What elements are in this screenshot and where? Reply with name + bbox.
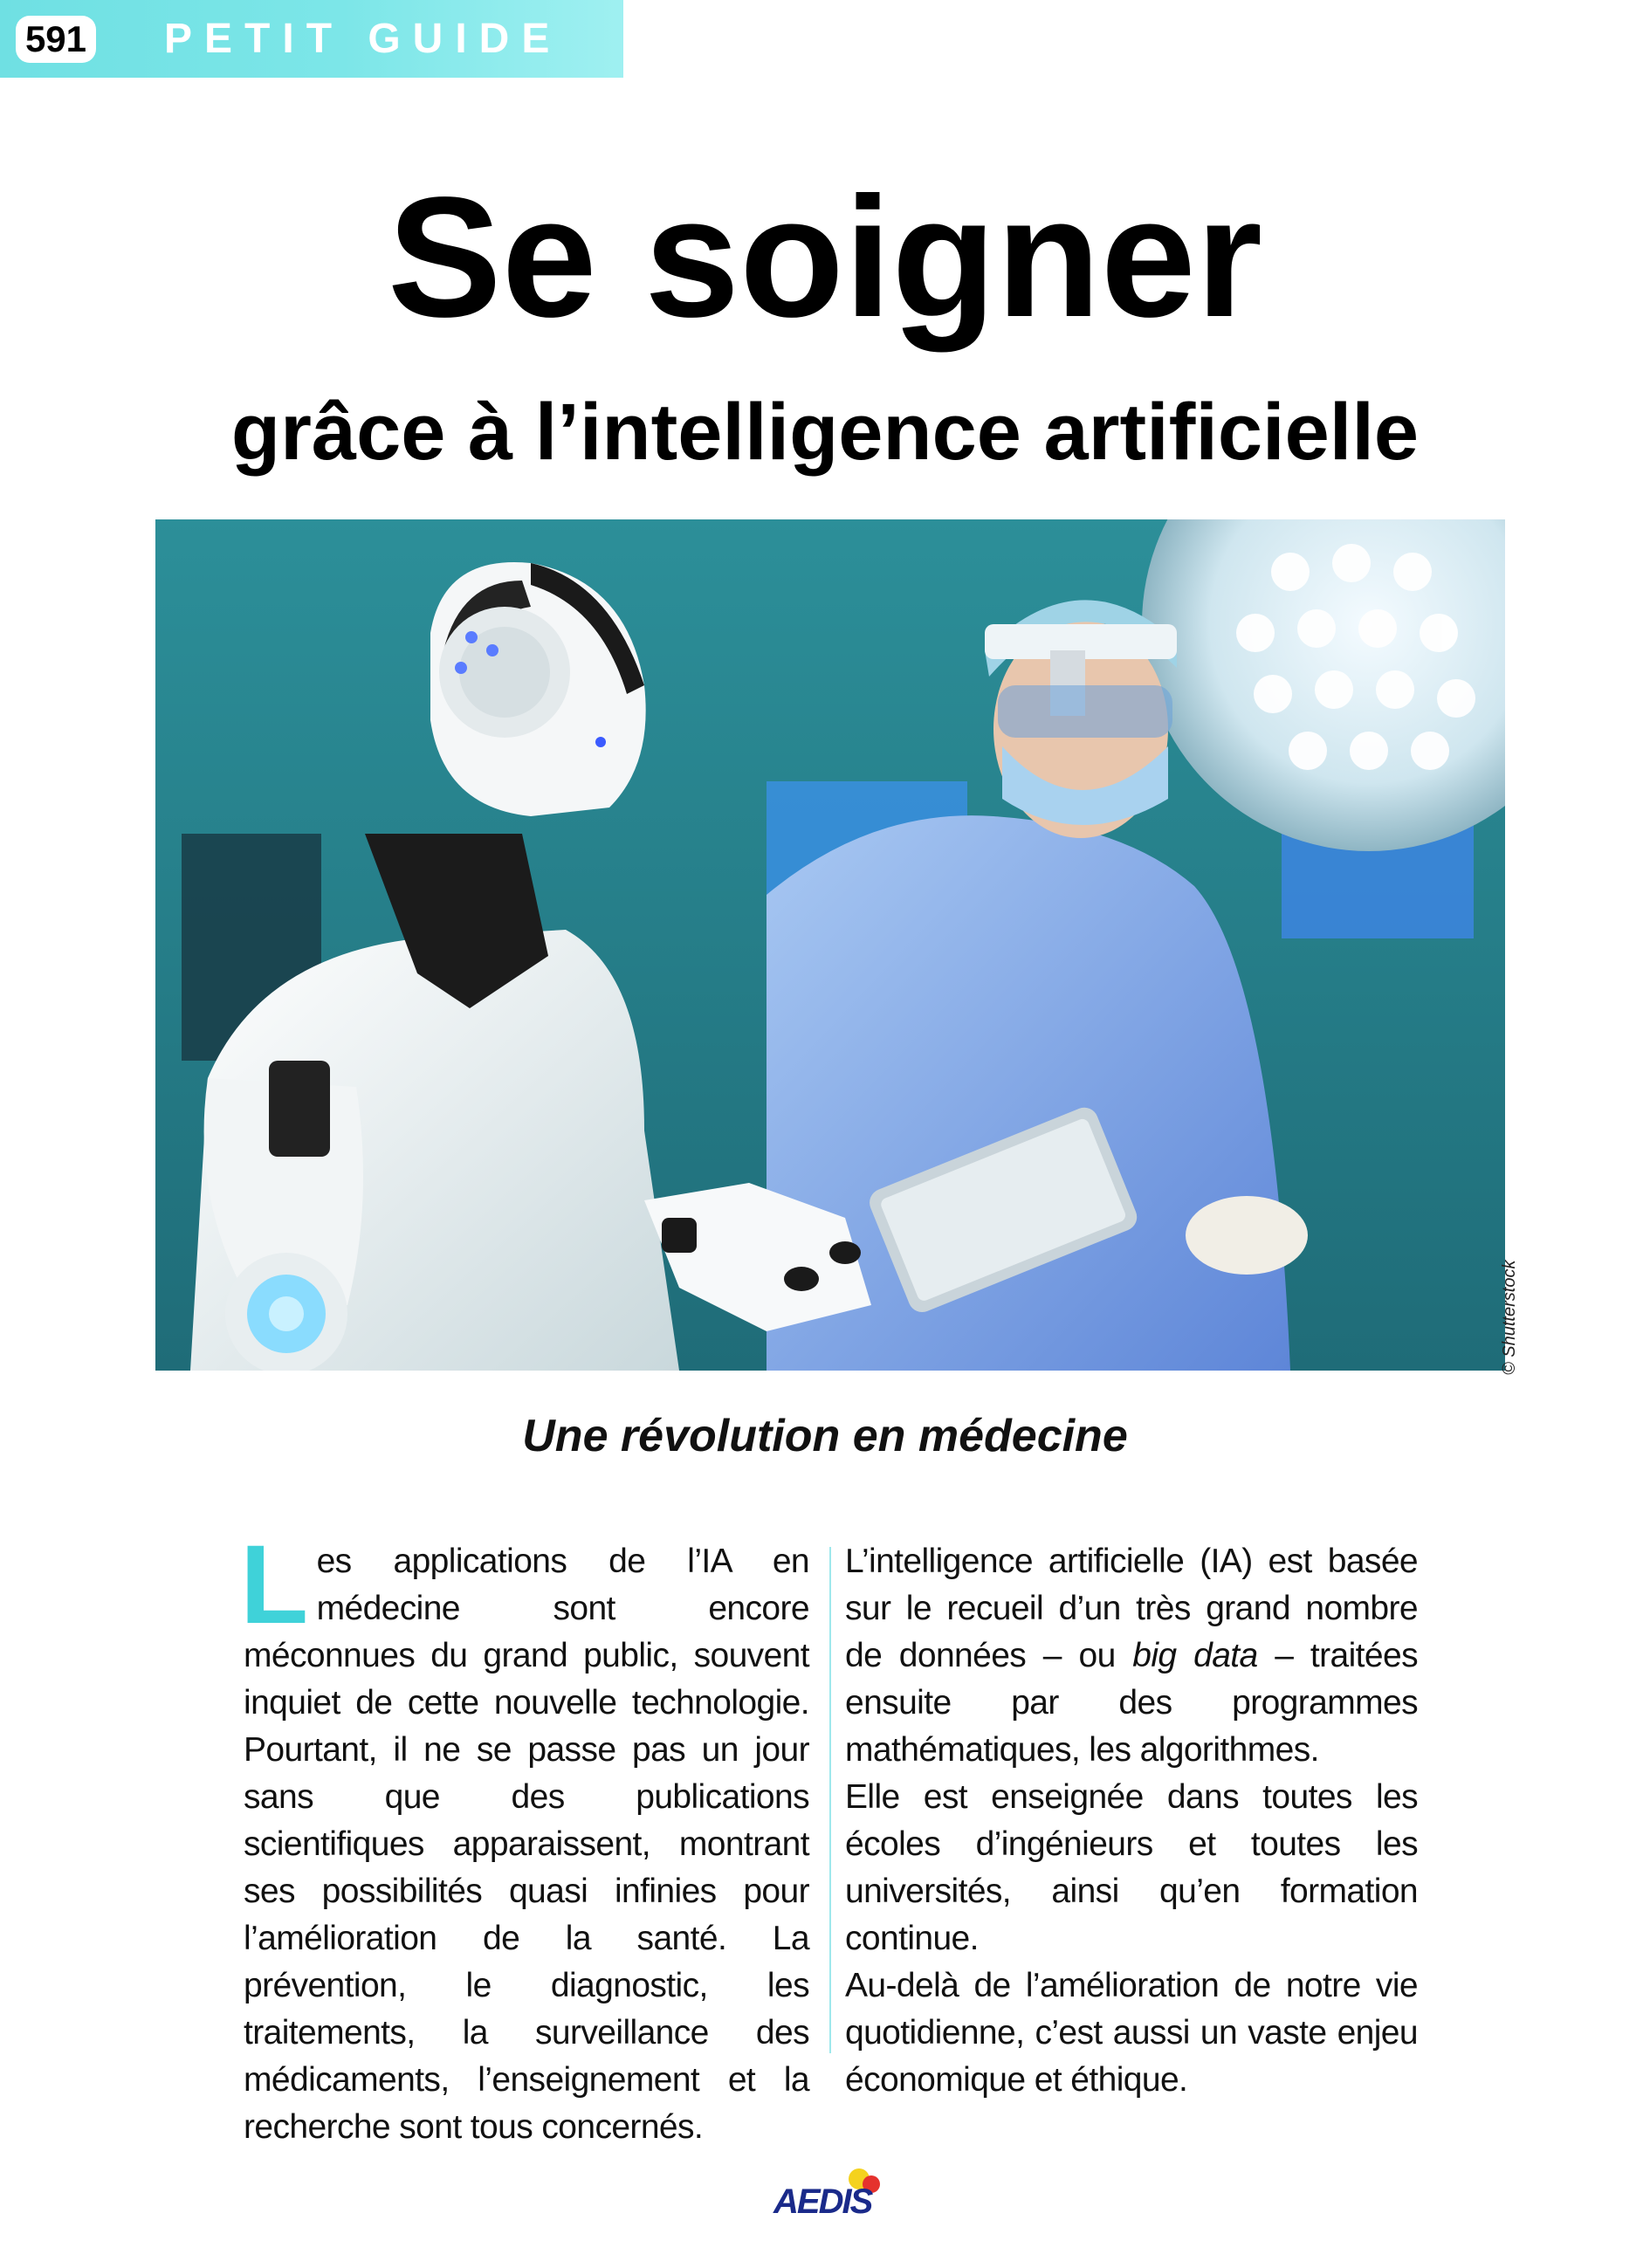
column-divider bbox=[829, 1547, 831, 2053]
page-subtitle: grâce à l’intelligence artificielle bbox=[230, 388, 1420, 477]
publisher-logo bbox=[768, 2165, 890, 2226]
paragraph-teaching: Elle est enseignée dans toutes les écoles d’ingénieurs et toutes les universités, ainsi qu’en formation continue. bbox=[845, 1778, 1418, 1957]
publisher-logo-text: AEDIS bbox=[773, 2182, 872, 2221]
paragraph-stakes: Au-delà de l’amélioration de notre vie quotidienne, c’est aussi un vaste enjeu économique et éthique. bbox=[845, 1967, 1418, 2099]
drop-cap: L bbox=[240, 1522, 308, 1647]
robot-and-surgeon-illustration bbox=[155, 519, 1505, 1371]
paragraph-definition-end: – traitées ensuite par des programmes mathématiques, les algorithmes. bbox=[845, 1637, 1418, 1769]
intro-paragraph bbox=[240, 1522, 809, 2151]
header-band bbox=[0, 0, 623, 78]
photo-caption: Une révolution en médecine bbox=[522, 1411, 1128, 1461]
body-column-left bbox=[240, 1522, 809, 2151]
paragraph-definition-start: L’intelligence artificielle (IA) est basée sur le recueil d’un très grand nombre de données – ou bbox=[845, 1543, 1418, 1674]
page-title: Se soigner bbox=[387, 162, 1263, 353]
body-column-right bbox=[845, 1538, 1418, 2104]
photo-credit-text: © Shutterstock bbox=[1500, 1260, 1519, 1375]
series-label: PETIT GUIDE bbox=[164, 16, 562, 62]
paragraph-definition bbox=[845, 1538, 1418, 1774]
big-data-term: big data bbox=[1132, 1637, 1258, 1674]
issue-number-badge: 591 bbox=[16, 16, 96, 63]
cover-photo bbox=[155, 519, 1505, 1371]
intro-text: es applications de l’IA en médecine sont encore méconnues du grand public, souvent inquiet de cette nouvelle technologie. Pourtant, il ne se passe pas un jour sans que des publications scientifiques apparaissent, montrant ses possibilités quasi infinies pour l’amélioration de la santé. La prévention, le diagnostic, les traitements, la surveillance des médicaments, l’enseignement et la recherche sont tous concernés. bbox=[244, 1543, 809, 2146]
photo-credit bbox=[1500, 1260, 1519, 1389]
